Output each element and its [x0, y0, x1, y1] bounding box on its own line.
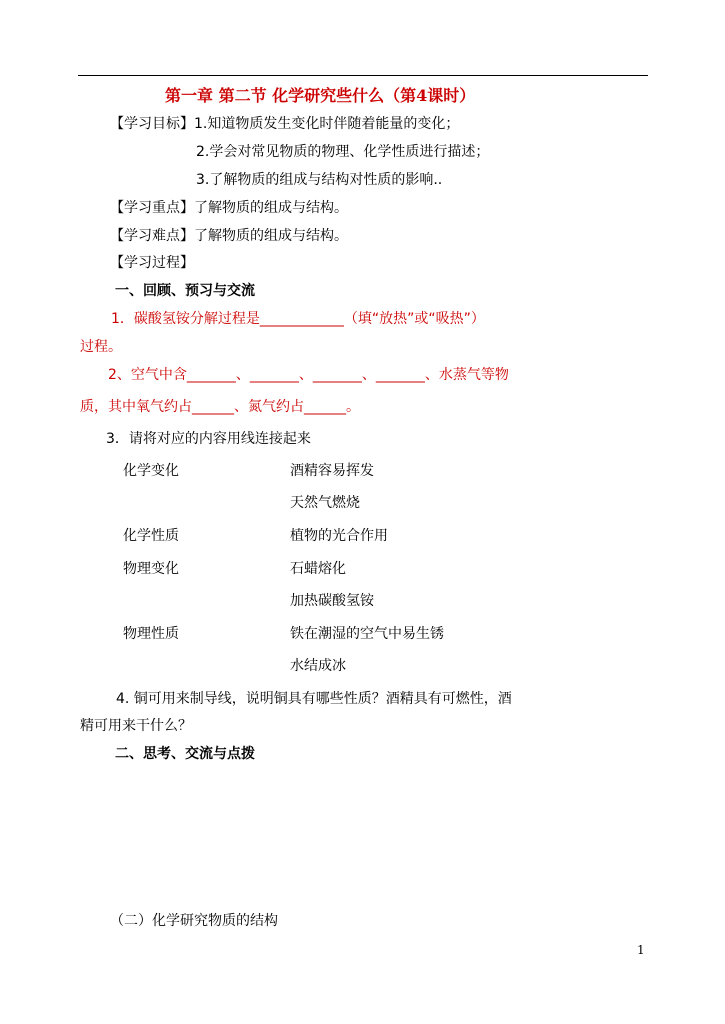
question-1-line-2: 过程。: [80, 339, 122, 355]
question-3: 3．请将对应的内容用线连接起来: [106, 431, 311, 447]
question-4-line-1: 4. 铜可用来制导线，说明铜具有哪些性质？酒精具有可燃性，酒: [116, 691, 512, 707]
match-left-2: 化学性质: [123, 528, 179, 544]
match-right-7: 水结成冰: [290, 658, 346, 674]
page-number: 1: [637, 943, 645, 957]
difficulty-label: 【学习难点】: [110, 228, 194, 244]
match-left-1: 化学变化: [123, 463, 179, 479]
key-point-row: [110, 199, 348, 217]
match-right-6: 铁在潮湿的空气中易生锈: [290, 626, 444, 642]
objective-item-3: 3.了解物质的组成与结构对性质的影响..: [196, 172, 443, 188]
header-rule: [78, 75, 648, 76]
match-left-4: 物理性质: [123, 626, 179, 642]
match-right-1: 酒精容易挥发: [290, 463, 374, 479]
section-1-heading: 一、回顾、预习与交流: [115, 283, 255, 299]
objective-item-2: 2.学会对常见物质的物理、化学性质进行描述；: [196, 144, 490, 160]
question-2-line-2: 质，其中氧气约占______、氮气约占______。: [80, 399, 360, 415]
objectives-label: 【学习目标】: [110, 116, 194, 132]
key-point-text: 了解物质的组成与结构。: [194, 200, 348, 216]
section-2-subheading: （二）化学研究物质的结构: [110, 913, 278, 929]
difficulty-text: 了解物质的组成与结构。: [194, 228, 348, 244]
difficulty-row: [110, 227, 348, 245]
question-1-line-1: 1．碳酸氢铵分解过程是____________（填“放热”或“吸热”）: [111, 311, 485, 327]
match-right-5: 加热碳酸氢铵: [290, 593, 374, 609]
section-2-heading: 二、思考、交流与点拨: [115, 746, 255, 762]
key-point-label: 【学习重点】: [110, 200, 194, 216]
match-left-3: 物理变化: [123, 561, 179, 577]
question-4-line-2: 精可用来干什么？: [80, 718, 192, 734]
question-2-line-1: 2、空气中含_______、_______、_______、_______、水蒸气等物: [108, 367, 509, 383]
objectives-row-1: [110, 115, 459, 133]
match-right-4: 石蜡熔化: [290, 561, 346, 577]
match-right-2: 天然气燃烧: [290, 495, 360, 511]
process-label: 【学习过程】: [110, 255, 194, 271]
match-right-3: 植物的光合作用: [290, 528, 388, 544]
document-title: 第一章 第二节 化学研究些什么（第4课时）: [165, 86, 476, 105]
objective-item-1: 1.知道物质发生变化时伴随着能量的变化；: [194, 116, 460, 132]
